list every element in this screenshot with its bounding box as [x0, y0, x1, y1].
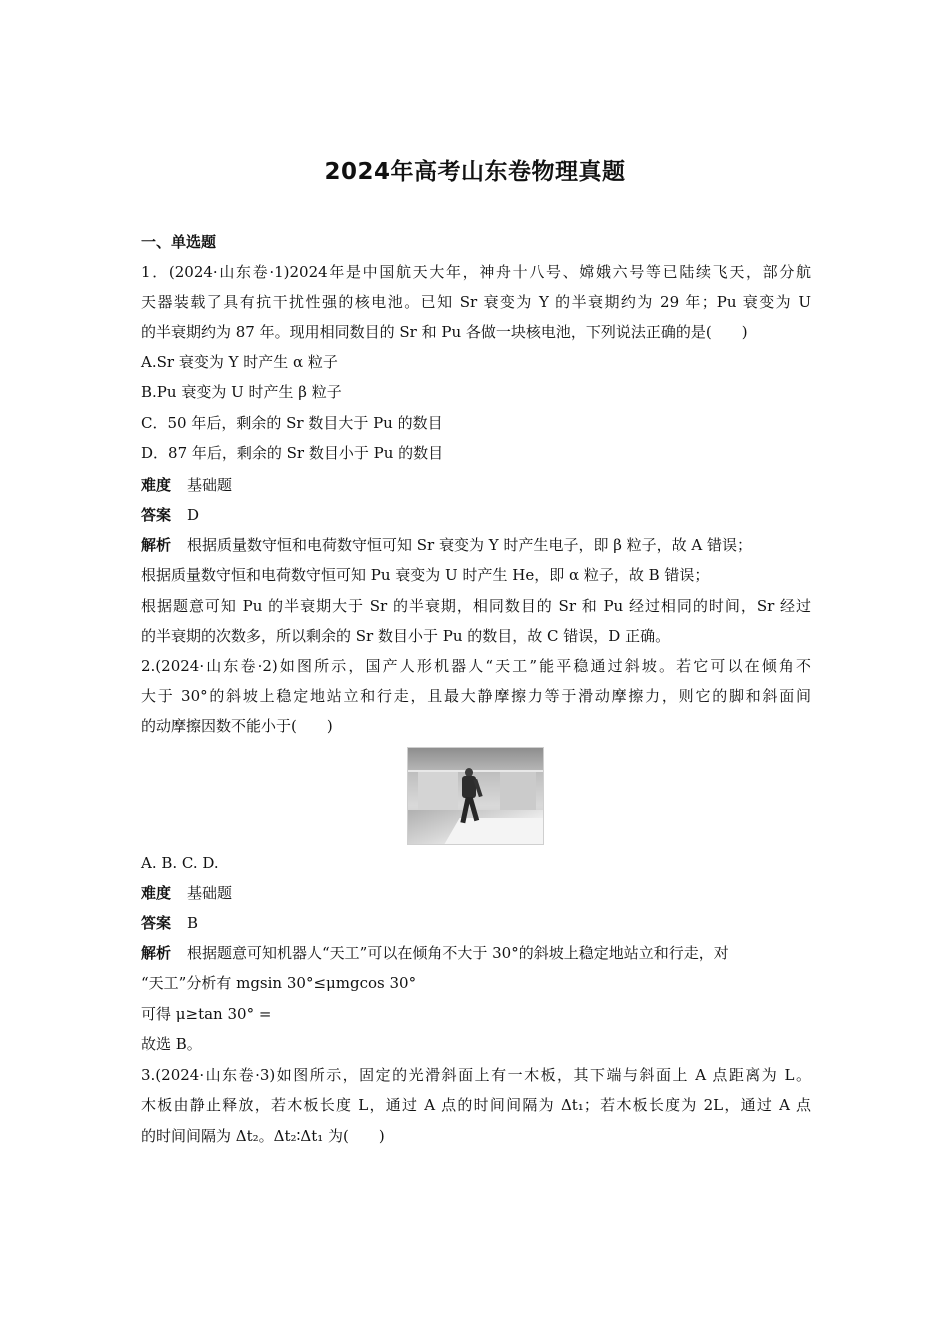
q2-analysis: [141, 943, 811, 963]
difficulty-label: 难度: [141, 884, 172, 902]
q1-analysis-line: 根据题意可知 Pu 的半衰期大于 Sr 的半衰期，相同数目的 Sr 和 Pu 经过相同的时间，Sr 经过: [141, 597, 811, 615]
answer-label: 答案: [141, 914, 172, 932]
robot-slope-photo: [407, 747, 544, 845]
q2-stem-line: 的动摩擦因数不能小于( ): [141, 717, 333, 735]
difficulty-value: 基础题: [187, 884, 233, 902]
q1-option-d: D．87 年后，剩余的 Sr 数目小于 Pu 的数目: [141, 444, 444, 462]
analysis-text: 根据质量数守恒和电荷数守恒可知 Sr 衰变为 Y 时产生电子，即 β 粒子，故 A 错误；: [187, 536, 753, 554]
difficulty-label: 难度: [141, 476, 172, 494]
difficulty-value: 基础题: [187, 476, 233, 494]
q2-options: A. B. C. D.: [141, 854, 219, 872]
q2-analysis-line: “天工”分析有 mgsin 30°≤μmgcos 30°: [141, 974, 417, 992]
q1-stem-line: 天器装载了具有抗干扰性强的核电池。已知 Sr 衰变为 Y 的半衰期约为 29 年；Pu 衰变为 U: [141, 293, 811, 311]
section-heading: 一、单选题: [141, 233, 217, 251]
q1-answer: [141, 505, 811, 525]
answer-value: D: [187, 506, 200, 524]
answer-value: B: [187, 914, 199, 932]
q3-stem-line: 木板由静止释放，若木板长度 L，通过 A 点的时间间隔为 Δt₁；若木板长度为 2L，通过 A 点: [141, 1096, 811, 1114]
analysis-label: 解析: [141, 536, 172, 554]
q1-stem-line: 1．(2024·山东卷·1)2024年是中国航天大年，神舟十八号、嫦娥六号等已陆续飞天，部分航: [141, 263, 811, 281]
q2-analysis-line: 故选 B。: [141, 1035, 202, 1053]
q1-option-a: A.Sr 衰变为 Y 时产生 α 粒子: [141, 353, 338, 371]
q2-stem-line: 2.(2024·山东卷·2)如图所示，国产人形机器人“天工”能平稳通过斜坡。若它可以在倾角不: [141, 657, 811, 675]
q1-analysis-line: 根据质量数守恒和电荷数守恒可知 Pu 衰变为 U 时产生 He，即 α 粒子，故 B 错误；: [141, 566, 710, 584]
q1-analysis-line: 的半衰期的次数多，所以剩余的 Sr 数目小于 Pu 的数目，故 C 错误，D 正确。: [141, 627, 671, 645]
q3-stem-line: 3.(2024·山东卷·3)如图所示，固定的光滑斜面上有一木板，其下端与斜面上 A 点距离为 L。: [141, 1066, 811, 1084]
analysis-text: 根据题意可知机器人“天工”可以在倾角不大于 30°的斜坡上稳定地站立和行走，对: [187, 944, 729, 962]
q1-difficulty: [141, 475, 811, 495]
q1-stem-line: 的半衰期约为 87 年。现用相同数目的 Sr 和 Pu 各做一块核电池，下列说法正确的是( ): [141, 323, 748, 341]
q2-stem-line: 大于 30°的斜坡上稳定地站立和行走，且最大静摩擦力等于滑动摩擦力，则它的脚和斜面间: [141, 687, 811, 705]
q3-stem-line: 的时间间隔为 Δt₂。Δt₂∶Δt₁ 为( ): [141, 1127, 385, 1145]
q1-analysis: [141, 535, 811, 555]
answer-label: 答案: [141, 506, 172, 524]
q1-option-b: B.Pu 衰变为 U 时产生 β 粒子: [141, 383, 342, 401]
q2-answer: [141, 913, 811, 933]
q2-difficulty: [141, 883, 811, 903]
page-title: 2024年高考山东卷物理真题: [324, 159, 626, 185]
q1-option-c: C．50 年后，剩余的 Sr 数目大于 Pu 的数目: [141, 414, 443, 432]
analysis-label: 解析: [141, 944, 172, 962]
q2-analysis-line: 可得 μ≥tan 30° =: [141, 1005, 272, 1023]
